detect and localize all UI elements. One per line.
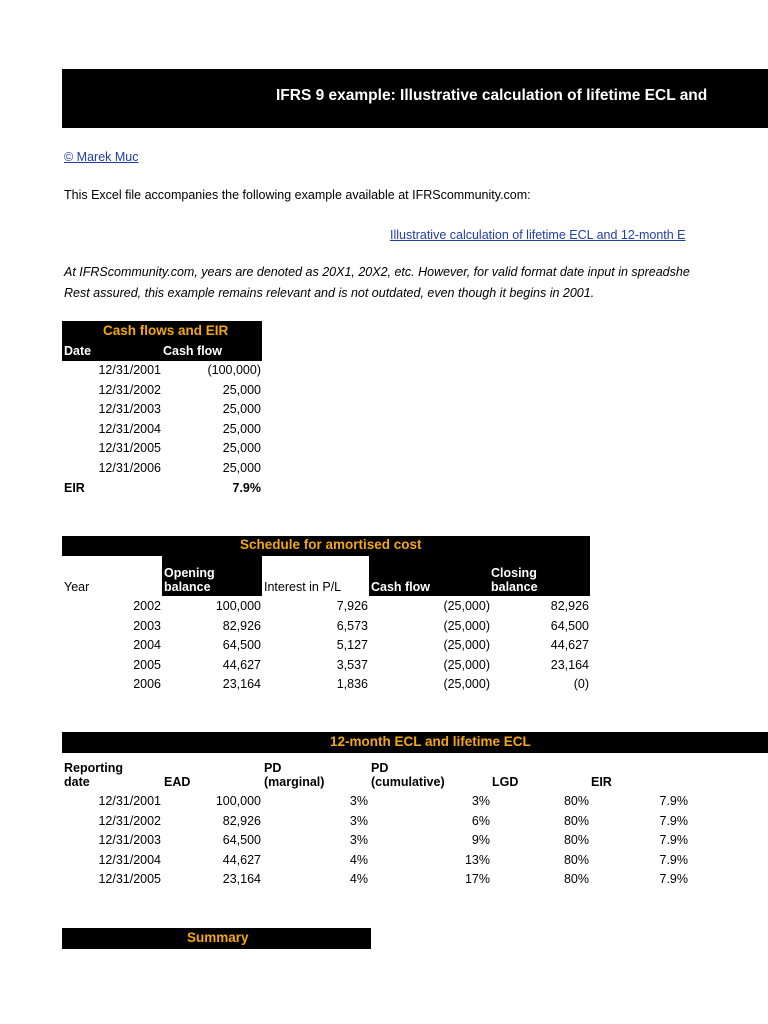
amortised-col-interest: Interest in P/L bbox=[264, 580, 342, 594]
cashflow-date: 12/31/2001 bbox=[98, 363, 161, 377]
amortised-col-cashflow: Cash flow bbox=[371, 580, 431, 594]
cashflow-value: 25,000 bbox=[222, 460, 261, 475]
cashflows-col-cashflow: Cash flow bbox=[163, 344, 223, 358]
amortised-year: 2004 bbox=[133, 638, 161, 652]
ecl-lgd: 80% bbox=[563, 833, 589, 847]
ecl-pd-marginal: 3% bbox=[349, 833, 368, 847]
note-line-1: At IFRScommunity.com, years are denoted as 20X1, 20X2, etc. However, for valid format date input in spreadshe bbox=[64, 265, 690, 279]
amortised-closing: 23,164 bbox=[550, 657, 589, 672]
amortised-opening: 100,000 bbox=[215, 599, 261, 613]
ecl-eir: 7.9% bbox=[659, 833, 688, 847]
amortised-interest: 5,127 bbox=[336, 638, 368, 652]
cashflows-col-date: Date bbox=[64, 344, 92, 358]
amortised-opening-header bbox=[162, 556, 262, 596]
cashflow-date: 12/31/2002 bbox=[98, 382, 161, 397]
amortised-right-header bbox=[369, 556, 590, 596]
amortised-interest: 7,926 bbox=[336, 599, 368, 613]
amortised-closing: 82,926 bbox=[550, 599, 589, 613]
ecl-pd-cumulative: 17% bbox=[464, 872, 490, 886]
amortised-col-opening-2: balance bbox=[164, 580, 211, 594]
amortised-cashflow: (25,000) bbox=[443, 657, 490, 672]
ecl-col-date-1: Reporting bbox=[64, 761, 124, 775]
ecl-col-date-2: date bbox=[64, 775, 90, 789]
note-line-2: Rest assured, this example remains relevant and is not outdated, even though it begins in 2001. bbox=[64, 286, 595, 300]
ecl-date: 12/31/2002 bbox=[98, 813, 161, 828]
amortised-year: 2002 bbox=[133, 599, 161, 613]
ecl-title-bar bbox=[62, 732, 768, 753]
ecl-ead: 23,164 bbox=[222, 872, 261, 886]
ecl-ead: 100,000 bbox=[215, 794, 261, 808]
ecl-eir: 7.9% bbox=[659, 813, 688, 828]
amortised-opening: 44,627 bbox=[222, 657, 261, 672]
ecl-col-pdm-2: (marginal) bbox=[264, 775, 325, 789]
amortised-opening: 82,926 bbox=[222, 618, 261, 633]
amortised-year: 2005 bbox=[133, 657, 161, 672]
ecl-eir: 7.9% bbox=[659, 872, 688, 886]
ecl-pd-cumulative: 9% bbox=[471, 833, 490, 847]
cashflows-title: Cash flows and EIR bbox=[103, 323, 229, 338]
ecl-pd-marginal: 3% bbox=[349, 813, 368, 828]
example-link[interactable]: Illustrative calculation of lifetime ECL and 12-month E bbox=[390, 228, 686, 242]
amortised-year: 2006 bbox=[133, 677, 161, 691]
ecl-lgd: 80% bbox=[563, 852, 589, 867]
ecl-lgd: 80% bbox=[563, 872, 589, 886]
ecl-col-pdc-2: (cumulative) bbox=[371, 775, 445, 789]
ecl-col-ead: EAD bbox=[164, 775, 191, 789]
amortised-interest: 6,573 bbox=[336, 618, 368, 633]
ecl-col-eir: EIR bbox=[591, 775, 612, 789]
cashflow-date: 12/31/2005 bbox=[98, 441, 161, 455]
cashflow-value: 25,000 bbox=[222, 382, 261, 397]
amortised-interest: 3,537 bbox=[336, 657, 368, 672]
ecl-pd-marginal: 4% bbox=[349, 872, 368, 886]
ecl-col-pdc-1: PD bbox=[371, 761, 389, 775]
cashflow-date: 12/31/2006 bbox=[98, 460, 161, 475]
amortised-opening: 64,500 bbox=[222, 638, 261, 652]
ecl-col-pdm-1: PD bbox=[264, 761, 282, 775]
amortised-closing: 64,500 bbox=[550, 618, 589, 633]
amortised-cashflow: (25,000) bbox=[443, 638, 490, 652]
amortised-opening: 23,164 bbox=[222, 677, 261, 691]
ecl-pd-cumulative: 3% bbox=[471, 794, 490, 808]
ecl-col-lgd: LGD bbox=[492, 775, 519, 789]
page-title: IFRS 9 example: Illustrative calculation of lifetime ECL and bbox=[276, 87, 708, 104]
amortised-closing: 44,627 bbox=[550, 638, 589, 652]
title-banner bbox=[62, 69, 768, 128]
ecl-date: 12/31/2005 bbox=[98, 872, 161, 886]
ecl-ead: 64,500 bbox=[222, 833, 261, 847]
summary-title: Summary bbox=[187, 930, 249, 945]
eir-value: 7.9% bbox=[232, 481, 261, 495]
copyright-link[interactable]: © Marek Muc bbox=[64, 150, 139, 164]
amortised-closing: (0) bbox=[573, 677, 589, 691]
cashflow-date: 12/31/2003 bbox=[98, 402, 161, 416]
cashflow-value: 25,000 bbox=[222, 441, 261, 455]
amortised-col-closing-1: Closing bbox=[491, 566, 537, 580]
ecl-pd-cumulative: 13% bbox=[464, 852, 490, 867]
amortised-cashflow: (25,000) bbox=[443, 599, 490, 613]
ecl-lgd: 80% bbox=[563, 813, 589, 828]
ecl-ead: 44,627 bbox=[222, 852, 261, 867]
cashflows-header bbox=[62, 321, 262, 361]
amortised-title: Schedule for amortised cost bbox=[240, 537, 422, 552]
ecl-lgd: 80% bbox=[563, 794, 589, 808]
ecl-pd-marginal: 4% bbox=[349, 852, 368, 867]
amortised-cashflow: (25,000) bbox=[443, 618, 490, 633]
amortised-title-bar bbox=[62, 536, 590, 556]
ecl-eir: 7.9% bbox=[659, 852, 688, 867]
cashflow-value: (100,000) bbox=[207, 363, 261, 377]
ecl-title: 12-month ECL and lifetime ECL bbox=[330, 734, 531, 749]
summary-bar bbox=[62, 928, 371, 949]
amortised-year: 2003 bbox=[133, 618, 161, 633]
cashflow-value: 25,000 bbox=[222, 402, 261, 416]
ecl-pd-marginal: 3% bbox=[349, 794, 368, 808]
ecl-pd-cumulative: 6% bbox=[471, 813, 490, 828]
ecl-date: 12/31/2001 bbox=[98, 794, 161, 808]
ecl-eir: 7.9% bbox=[659, 794, 688, 808]
ecl-date: 12/31/2004 bbox=[98, 852, 161, 867]
eir-label: EIR bbox=[64, 481, 85, 495]
ecl-ead: 82,926 bbox=[222, 813, 261, 828]
ecl-date: 12/31/2003 bbox=[98, 833, 161, 847]
cashflow-date: 12/31/2004 bbox=[98, 421, 161, 436]
amortised-col-opening-1: Opening bbox=[164, 566, 215, 580]
amortised-col-closing-2: balance bbox=[491, 580, 538, 594]
amortised-cashflow: (25,000) bbox=[443, 677, 490, 691]
cashflow-value: 25,000 bbox=[222, 421, 261, 436]
amortised-col-year: Year bbox=[64, 580, 90, 594]
accompany-text: This Excel file accompanies the following example available at IFRScommunity.com: bbox=[64, 188, 531, 202]
amortised-interest: 1,836 bbox=[336, 677, 368, 691]
